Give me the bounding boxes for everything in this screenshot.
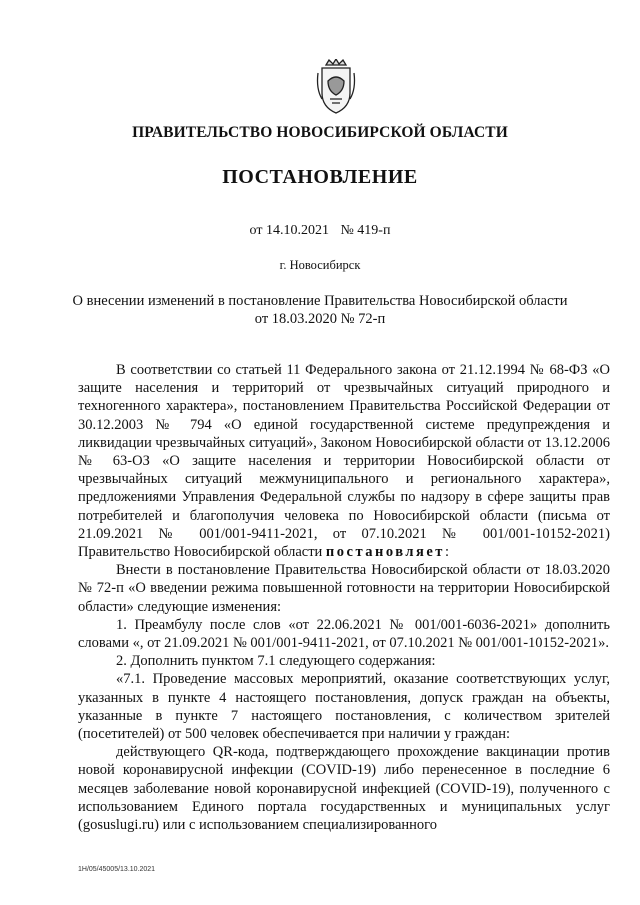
decree-verb: постановляет bbox=[325, 544, 445, 561]
footer-code: 1Н/05/45005/13.10.2021 bbox=[78, 866, 156, 873]
preamble-text: В соответствии со статьей 11 Федерального закона от 21.12.1994 № 68-ФЗ «О защите населения и территорий от чрезвычайных ситуаций природного и техногенного характера», постановлением Правительства Российской Федерации от 30.12.2003 № 794 «О единой государственной системе предупреждения и ликвидации чрезвычайных ситуаций», Законом Новосибирской области от 13.12.2006 № 63-ОЗ «О защите населения и территории Новосибирской области от чрезвычайных ситуаций межмуниципального и регионального характера», предложениями Управления Федеральной службы по надзору в сфере защиты прав потребителей и благополучия человека по Новосибирской области (письма от 21.09.2021 № 001/001-9411-2021, от 07.10.2021 № 001/001-10152-2021) Правительство Новосибирской области bbox=[78, 362, 610, 561]
document-number: № 419-п bbox=[340, 223, 391, 238]
preamble-end: : bbox=[444, 544, 449, 561]
paragraph-item-2: 2. Дополнить пунктом 7.1 следующего содержания: bbox=[116, 653, 436, 670]
document-date: от 14.10.2021 bbox=[249, 223, 329, 238]
paragraph-preamble bbox=[78, 361, 610, 561]
novosibirsk-coat-of-arms-icon bbox=[314, 59, 358, 115]
paragraph-item-7-1: «7.1. Проведение массовых мероприятий, оказание соответствующих услуг, указанных в пункте 4 настоящего постановления, допуск граждан на объекты, указанные в пункте 7 настоящего постановления, с количеством зрителей (посетителей) от 500 человек обеспечивается при наличии у граждан: bbox=[78, 671, 610, 743]
paragraph-item-1: 1. Преамбулу после слов «от 22.06.2021 № 001/001-6036-2021» дополнить словами «, от 21.09.2021 № 001/001-9411-2021, от 07.10.2021 № 001/001-10152-2021». bbox=[78, 616, 610, 652]
document-body bbox=[78, 361, 610, 834]
organization-name: ПРАВИТЕЛЬСТВО НОВОСИБИРСКОЙ ОБЛАСТИ bbox=[132, 124, 508, 141]
document-title bbox=[0, 292, 640, 328]
title-line-1: О внесении изменений в постановление Правительства Новосибирской области bbox=[72, 293, 568, 309]
title-line-2: от 18.03.2020 № 72-п bbox=[254, 311, 386, 327]
document-place: г. Новосибирск bbox=[279, 258, 361, 272]
paragraph-amend: Внести в постановление Правительства Новосибирской области от 18.03.2020 № 72-п «О введении режима повышенной готовности на территории Новосибирской области» следующие изменения: bbox=[78, 562, 610, 615]
paragraph-qr-code: действующего QR-кода, подтверждающего прохождение вакцинации против новой коронавирусной инфекции (COVID-19) либо перенесенное в последние 6 месяцев заболевание новой коронавирусной инфекцией (COVID-19), полученного с использованием Единого портала государственных и муниципальных услуг (gosuslugi.ru) или с использованием специализированного bbox=[78, 744, 610, 834]
date-number-line bbox=[0, 223, 640, 239]
document-type: ПОСТАНОВЛЕНИЕ bbox=[222, 166, 418, 188]
